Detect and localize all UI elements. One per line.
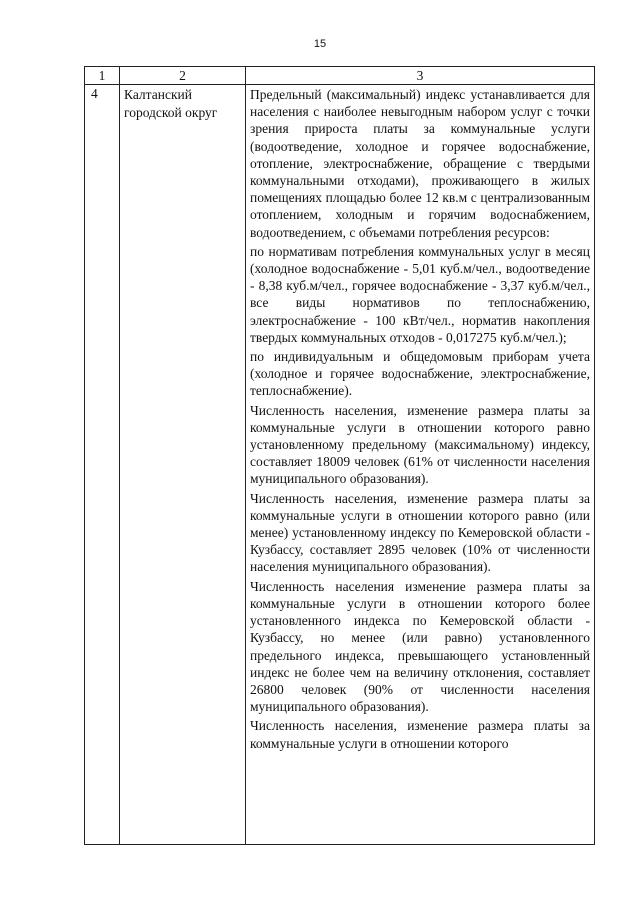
header-col-3: 3 [246,67,595,85]
page-number: 15 [313,38,327,50]
paragraph-population-regional-index: Численность населения, изменение размера платы за коммунальные услуги в отношении которого равно (или менее) установленному индексу по Кемеровской области - Кузбассу, составляет 2895 человек (10% от численности населения муниципального образования). [250,490,590,575]
paragraph-population-continued: Численность населения, изменение размера платы за коммунальные услуги в отношении которого [250,718,590,751]
paragraph-index-definition: Предельный (максимальный) индекс устанавливается для населения с наиболее невыгодным набором услуг с точки зрения прироста платы за коммунальные услуги (водоотведение, холодное и горячее водоснабжение, отопление, электроснабжение, обращение с твердыми коммунальными отходами), проживающего в жилых помещениях площадью более 12 кв.м с централизованным отоплением, холодным и горячим водоснабжением, водоотведением, с объемами потребления ресурсов: [250,87,590,240]
header-col-2: 2 [120,67,246,85]
paragraph-consumption-norms: по нормативам потребления коммунальных услуг в месяц (холодное водоснабжение - 5,01 куб.м/чел., водоотведение - 8,38 куб.м/чел., горячее водоснабжение - 3,37 куб.м/чел., все виды нормативов по теплоснабжению, электроснабжение - 100 кВт/чел., норматив накопления твердых коммунальных отходов - 0,017275 куб.м/чел.); [250,243,590,345]
document-table [84,66,595,845]
table-header-row [85,67,595,85]
row-number: 4 [85,85,120,845]
paragraph-population-max-index: Численность населения, изменение размера платы за коммунальные услуги в отношении которого равно установленному предельному (максимальному) индексу, составляет 18009 человек (61% от численности населения муниципального образования). [250,402,590,487]
header-col-1: 1 [85,67,120,85]
table-row [85,85,595,845]
municipality-name: Калтанский городской округ [120,85,246,845]
row-description [246,85,595,845]
paragraph-population-above-index: Численность населения изменение размера платы за коммунальные услуги в отношении которого более установленного индекса по Кемеровской области - Кузбассу, но менее (или равно) установленного предельного индекса, превышающего установленный индекс не более чем на величину отклонения, составляет 26800 человек (90% от численности населения муниципального образования). [250,578,590,715]
paragraph-meters: по индивидуальным и общедомовым приборам учета (холодное и горячее водоснабжение, электроснабжение, теплоснабжение). [250,349,590,399]
